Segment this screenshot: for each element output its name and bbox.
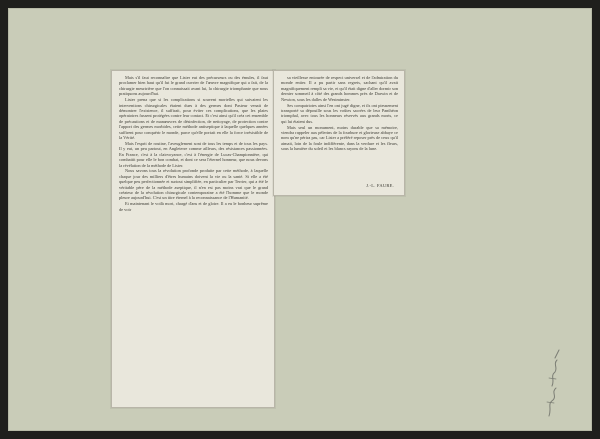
author-signature: J.-L. FAURE.	[366, 183, 394, 188]
article-paragraph: sa vieillesse entourée de respect universel et de l'admiration du monde entier. Il a pu partir sans regrets, sachant qu'il avait magnifiquement rempli sa vie, et qu'il était digne d'aller dormir son dernier sommeil à côté des grands hommes près de Darwin et de Newton, sous les dalles de Westminster.	[281, 75, 399, 102]
article-paragraph: Ses compatriotes ainsi l'en ont jugé digne, et ils ont pieusement transporté sa dépouille sous les voûtes sacrées de leur Panthéon triomphal, avec tous les honneurs réservés aux grands morts, ce qui lui étaient dus.	[281, 102, 398, 124]
article-paragraph: Lister prena que si les complications si souvent mortelles qui suivaient les interventions chirurgicales étaient dues à des germes dont Pasteur venait de démontrer l'existence, il suffirait, pour éviter ces complications, que les plaies opératoires fussent protégées contre leur contact. Et c'est ainsi qu'il créa cet ensemble de précautions et de manœuvres de désinfection, de nettoyage, de protection contre l'apport des germes morbides, cette méthode antiseptique à laquelle quelques années suffirent pour conquérir le monde, parce qu'elle portait en elle la force irrésistible de la Vérité.	[119, 97, 268, 140]
article-column-left	[119, 75, 268, 213]
article-paragraph: Nous savons tous la révolution profonde produite par cette méthode, à laquelle chaque jour des milliers d'êtres humains doivent la vie ou la santé. Si elle a été quelque peu perfectionnée et surtout simplifiée, en particulier par Terrier, qui a été le véritable père de la méthode aseptique, il n'en est pas moins vrai que le grand créateur de la révolution chirurgicale contemporaine a été l'homme que le monde pleure aujourd'hui. C'est un titre éternel à la reconnaissance de l'Humanité.	[119, 168, 268, 201]
article-paragraph: Et maintenant le voilà mort, chargé d'ans et de gloire. Il a eu le bonheur suprême de voir	[119, 201, 268, 212]
mounting-board	[8, 8, 592, 431]
newspaper-clipping-left	[111, 70, 275, 408]
newspaper-clipping-right	[273, 70, 405, 196]
article-paragraph: Mais seul un monument, moins durable que sa mémoire, viendra rappeler aux pèlerins de la fourbure et glorieuse abbaye ce nom qu'ne périra pas, car Lister a préféré reposer près de ceux qu'il aimait, loin de la foule indifférente, dans la verdure et les fleurs, sous la lumière du soleil et les blancs rayons de la lune.	[281, 124, 398, 152]
article-column-right	[281, 75, 398, 152]
article-paragraph: Mais s'il faut reconnaître que Lister eut des précurseurs ou des émules, il faut proclamer bien haut qu'il fut le grand ouvrier de l'œuvre magnifique qui a fait, de la chirurgie meurtrière que l'on connaissait avant lui, la chirurgie triomphante que nous pratiquons aujourd'hui.	[119, 75, 268, 97]
article-paragraph: Mais l'esprit de routine, l'aveuglement sont de tous les temps et de tous les pays. Il y eut, un peu partout, en Angleterre comme ailleurs, des résistances passionnées. En France, c'est à la clairvoyance, c'est à l'énergie de Lucas-Championnière, qui combattit pour elle le bon combat, et dont ce sera l'éternel honneur, que nous devons la révélation de la méthode de Lister.	[119, 140, 268, 168]
pencil-annotation	[543, 346, 567, 424]
